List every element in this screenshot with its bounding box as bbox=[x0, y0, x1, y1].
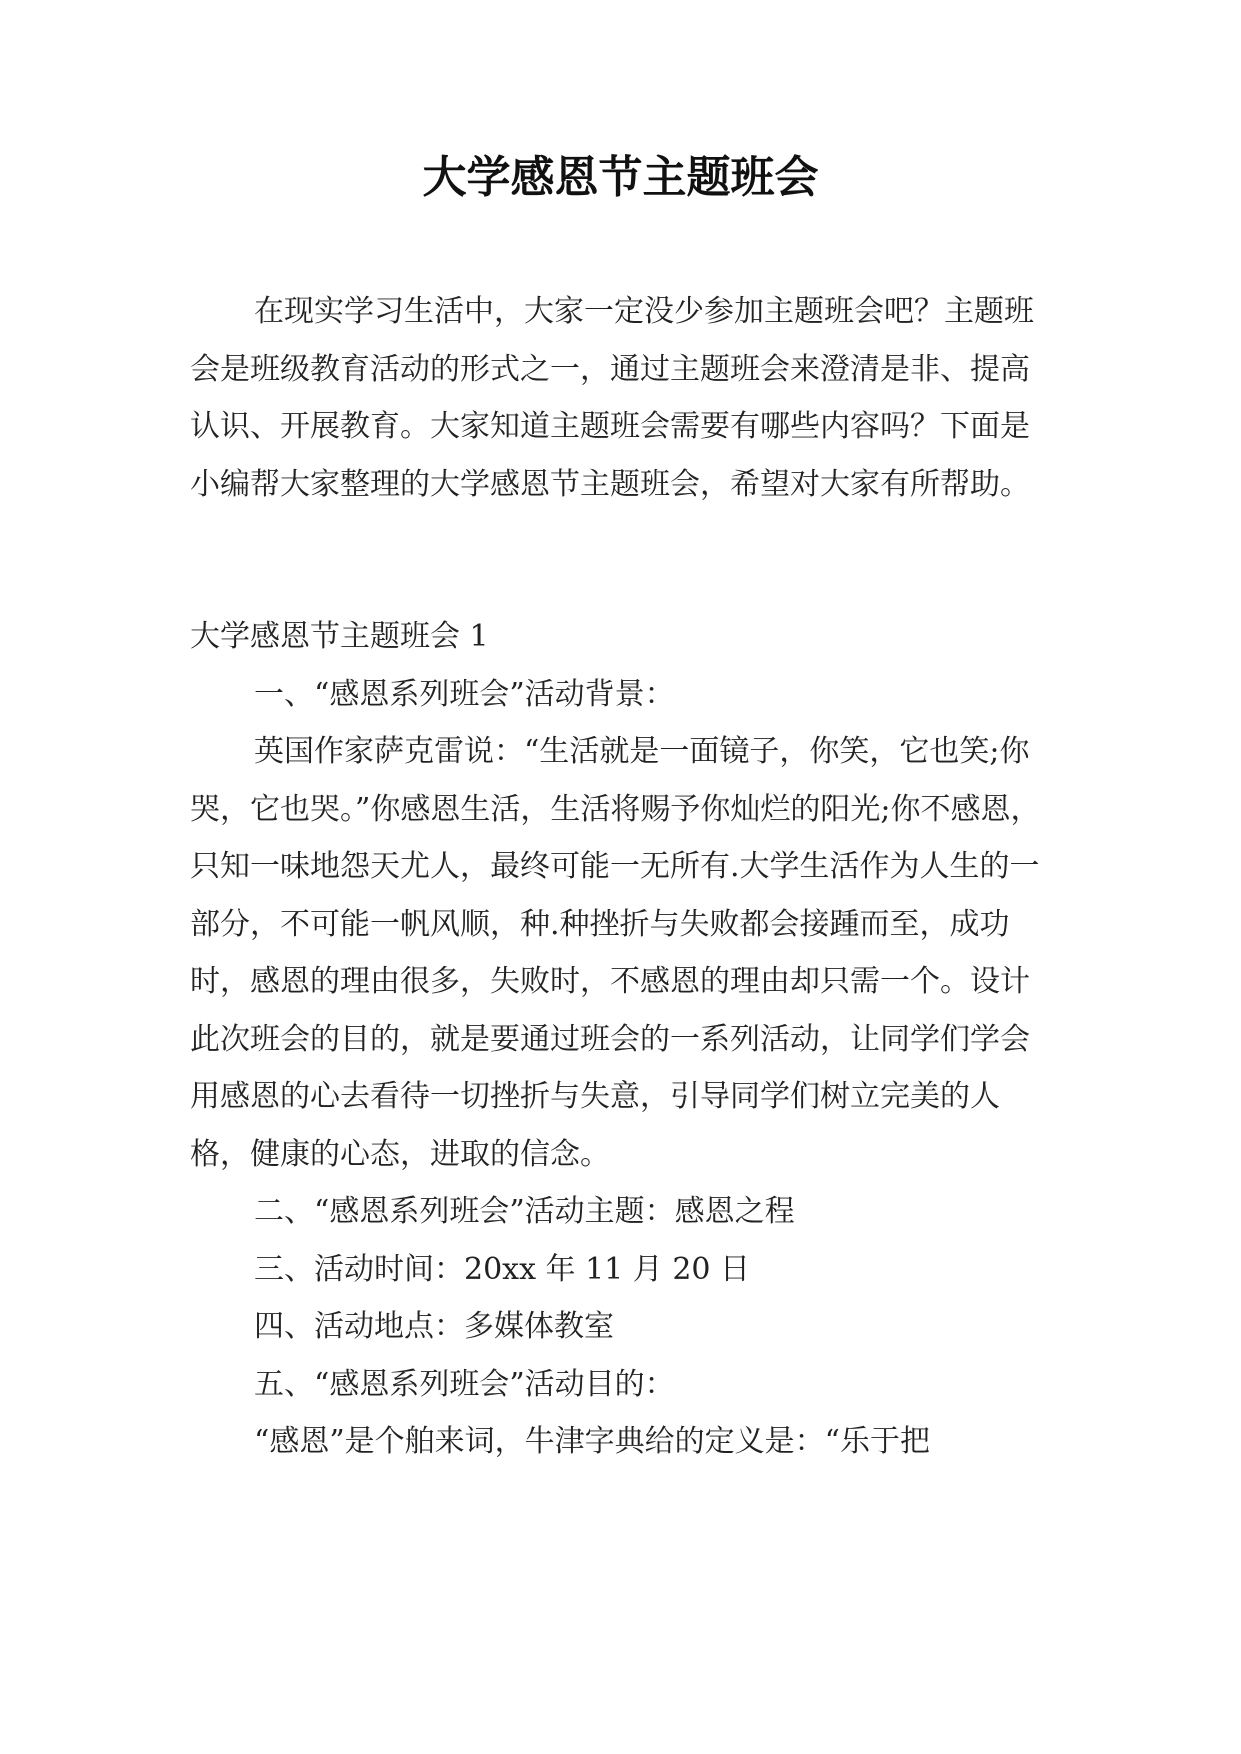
item-1-body: 英国作家萨克雷说：“生活就是一面镜子，你笑，它也笑;你哭，它也哭。”你感恩生活，生活将赐予你灿烂的阳光;你不感恩，只知一味地怨天尤人，最终可能一无所有.大学生活作为人生的一部分，不可能一帆风顺，种.种挫折与失败都会接踵而至，成功时，感恩的理由很多，失败时，不感恩的理由却只需一个。设计此次班会的目的，就是要通过班会的一系列活动，让同学们学会用感恩的心去看待一切挫折与失意，引导同学们树立完美的人格，健康的心态，进取的信念。 bbox=[190, 734, 1041, 1172]
intro-paragraph: 在现实学习生活中，大家一定没少参加主题班会吧？主题班会是班级教育活动的形式之一，通过主题班会来澄清是非、提高认识、开展教育。大家知道主题班会需要有哪些内容吗？下面是小编帮大家整理的大学感恩节主题班会，希望对大家有所帮助。 bbox=[190, 294, 1034, 502]
item-1-heading: 一、“感恩系列班会”活动背景： bbox=[254, 676, 675, 712]
section-heading: 大学感恩节主题班会 1 bbox=[190, 619, 489, 654]
item-2: 二、“感恩系列班会”活动主题：感恩之程 bbox=[254, 1194, 795, 1229]
item-5-heading: 五、“感恩系列班会”活动目的： bbox=[254, 1366, 675, 1402]
paragraph-spacer bbox=[190, 513, 1050, 608]
item-3: 三、活动时间：20xx 年 11 月 20 日 bbox=[254, 1251, 751, 1287]
item-4: 四、活动地点：多媒体教室 bbox=[254, 1309, 614, 1344]
document-title: 大学感恩节主题班会 bbox=[422, 152, 819, 203]
item-5-body: “感恩”是个舶来词，牛津字典给的定义是：“乐于把 bbox=[254, 1424, 931, 1459]
document-body bbox=[190, 283, 1050, 1471]
